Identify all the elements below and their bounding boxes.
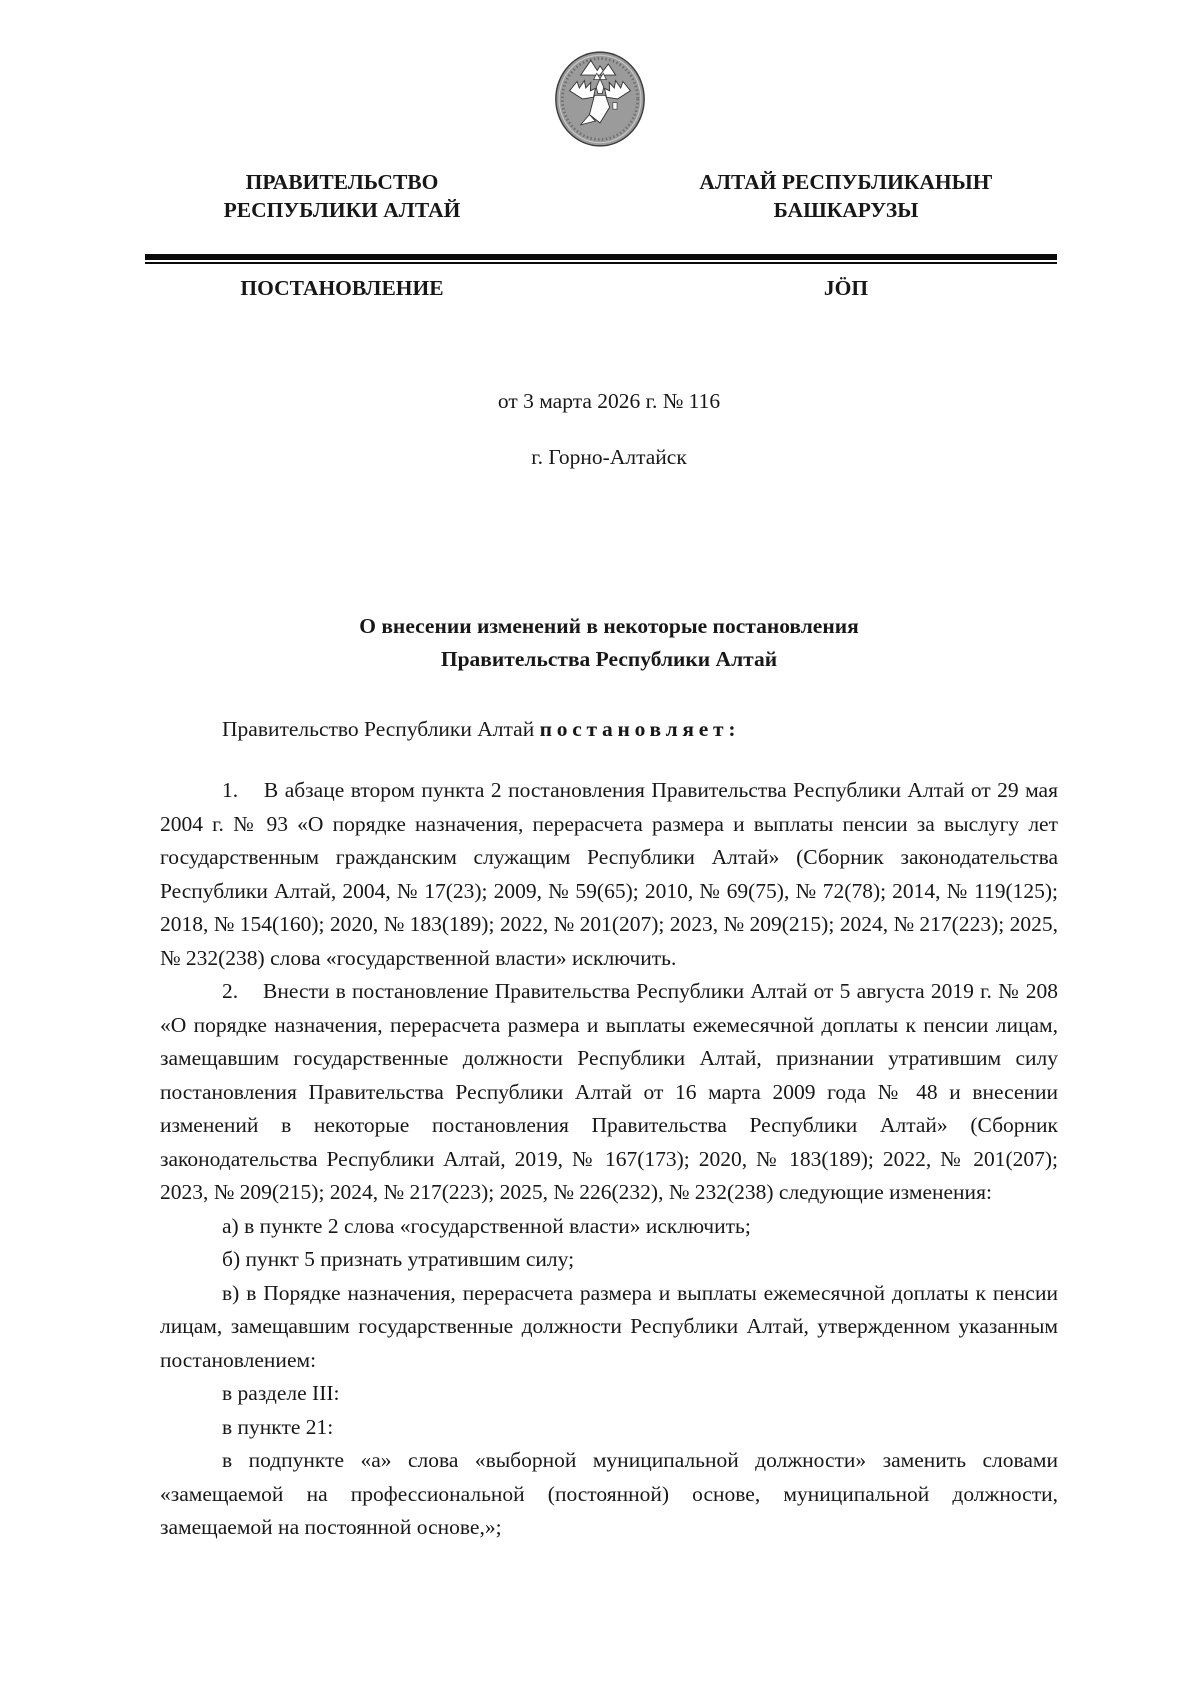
- org-name-russian: [156, 168, 528, 224]
- header-divider: [145, 254, 1057, 264]
- paragraph-subpoint-change: в подпункте «а» слова «выборной муниципальной должности» заменить словами «замещаемой на профессиональной (постоянной) основе, муниципальной должности, замещаемой на постоянной основе,»;: [160, 1448, 1058, 1539]
- org-names-row: [0, 148, 1200, 224]
- doc-type-russian: ПОСТАНОВЛЕНИЕ: [240, 276, 444, 300]
- resolution-lead-emphasis: постановляет:: [539, 717, 741, 741]
- paragraph-item-1: 1. В абзаце втором пункта 2 постановления Правительства Республики Алтай от 29 мая 2004 г. № 93 «О порядке назначения, перерасчета размера и выплаты пенсии за выслугу лет государственным гражданским служащим Республики Алтай» (Сборник законодательства Республики Алтай, 2004, № 17(23); 2009, № 59(65); 2010, № 69(75), № 72(78); 2014, № 119(125); 2018, № 154(160); 2020, № 183(189); 2022, № 201(207); 2023, № 209(215); 2024, № 217(223); 2025, № 232(238) слова «государственной власти» исключить.: [160, 778, 1058, 970]
- doc-title-line1: О внесении изменений в некоторые постановления: [359, 614, 859, 638]
- resolution-lead: [160, 713, 1058, 746]
- org-name-altai-line1: АЛТАЙ РЕСПУБЛИКАНЫҤ: [699, 170, 993, 194]
- doc-title: [160, 610, 1058, 676]
- coat-of-arms: [0, 0, 1200, 148]
- paragraph-subitem-v: в) в Порядке назначения, перерасчета размера и выплаты ежемесячной доплаты к пенсии лицам, замещавшим государственные должности Республики Алтай, утвержденном указанным постановлением:: [160, 1280, 1058, 1372]
- paragraph-subitem-b: б) пункт 5 признать утратившим силу;: [222, 1247, 575, 1271]
- doc-type-row: [0, 264, 1200, 301]
- resolution-body: [160, 774, 1058, 1545]
- org-name-altai-line2: БАШКАРУЗЫ: [773, 198, 919, 222]
- org-name-russian-line2: РЕСПУБЛИКИ АЛТАЙ: [223, 198, 461, 222]
- paragraph-subitem-a: а) в пункте 2 слова «государственной власти» исключить;: [222, 1213, 751, 1238]
- paragraph-point-ref: в пункте 21:: [222, 1414, 334, 1439]
- org-name-altai: [660, 168, 1032, 224]
- doc-city: г. Горно-Алтайск: [531, 445, 687, 469]
- org-name-russian-line1: ПРАВИТЕЛЬСТВО: [245, 170, 439, 194]
- paragraph-section-ref: в разделе III:: [222, 1381, 340, 1405]
- doc-type-altai: JÖП: [823, 276, 869, 300]
- doc-title-line2: Правительства Республики Алтай: [440, 647, 778, 671]
- resolution-lead-text: Правительство Республики Алтай: [222, 717, 540, 741]
- document-content: [0, 389, 1200, 1545]
- coat-of-arms-icon: [554, 50, 646, 148]
- doc-date-number: от 3 марта 2026 г. № 116: [497, 389, 721, 413]
- paragraph-item-2: 2. Внести в постановление Правительства Республики Алтай от 5 августа 2019 г. № 208 «О порядке назначения, перерасчета размера и выплаты ежемесячной доплаты к пенсии лицам, замещавшим государственные должности Республики Алтай, признании утратившим силу постановления Правительства Республики Алтай от 16 марта 2009 года № 48 и внесении изменений в некоторые постановления Правительства Республики Алтай» (Сборник законодательства Республики Алтай, 2019, № 167(173); 2020, № 183(189); 2022, № 201(207); 2023, № 209(215); 2024, № 217(223); 2025, № 226(232), № 232(238) следующие изменения:: [160, 979, 1058, 1204]
